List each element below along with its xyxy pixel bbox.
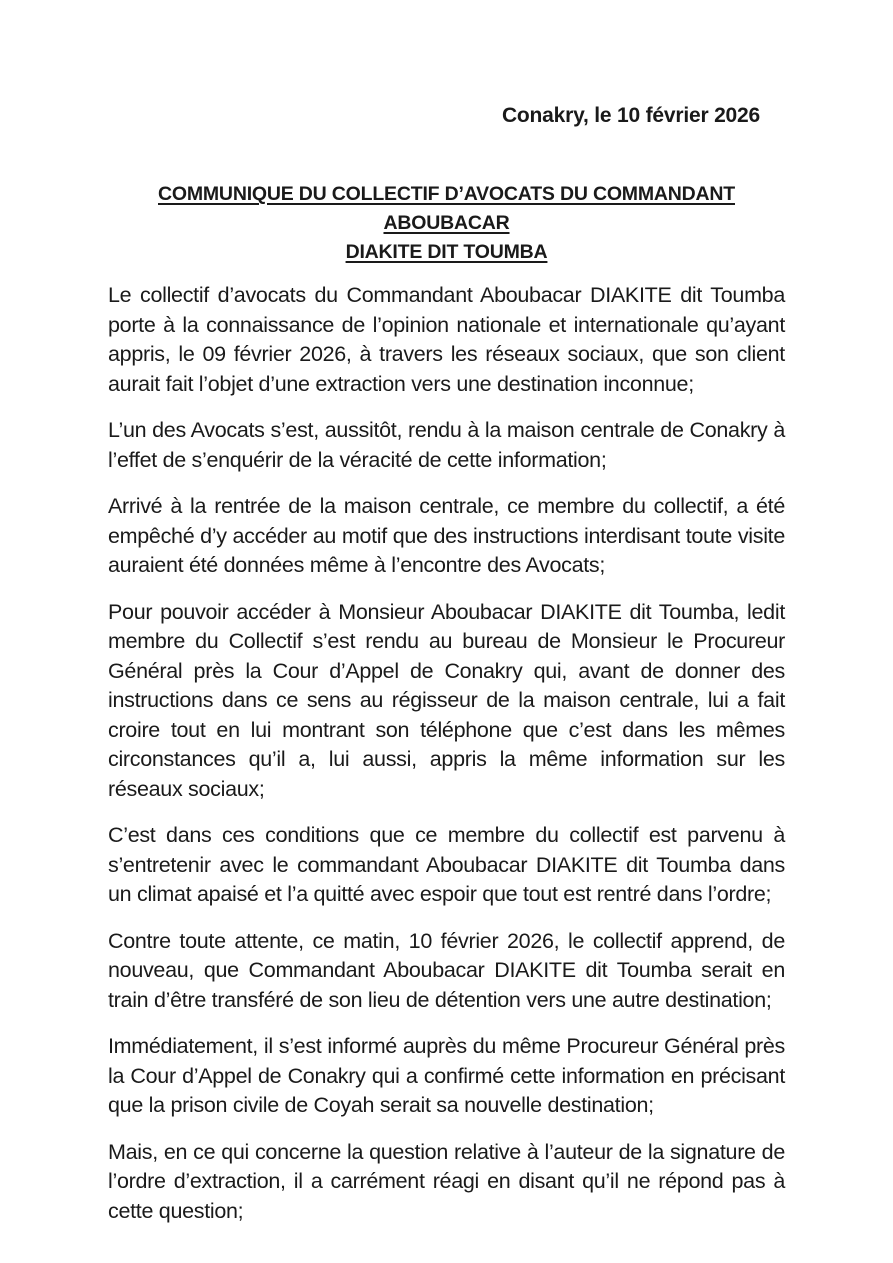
- document-title-line1: COMMUNIQUE DU COLLECTIF D’AVOCATS DU COMMANDANT ABOUBACAR: [158, 183, 735, 234]
- paragraph-7: Immédiatement, il s’est informé auprès du même Procureur Général près la Cour d’Appel de Conakry qui a confirmé cette information en précisant que la prison civile de Coyah serait sa nouvelle destination;: [108, 1034, 785, 1117]
- paragraph-8: Mais, en ce qui concerne la question relative à l’auteur de la signature de l’ordre d’extraction, il a carrément réagi en disant qu’il ne répond pas à cette question;: [108, 1139, 785, 1223]
- paragraph-3: Arrivé à la rentrée de la maison centrale, ce membre du collectif, a été empêché d’y accéder au motif que des instructions interdisant toute visite auraient été données même à l’encontre des Avocats;: [108, 494, 785, 577]
- paragraph-4: Pour pouvoir accéder à Monsieur Aboubacar DIAKITE dit Toumba, ledit membre du Collectif s’est rendu au bureau de Monsieur le Procureur Général près la Cour d’Appel de Conakry qui, avant de donner des instructions dans ce sens au régisseur de la maison centrale, lui a fait croire tout en lui montrant son téléphone que c’est dans les mêmes circonstances qu’il a, lui aussi, appris la même information sur les réseaux sociaux;: [108, 599, 785, 801]
- paragraph-1: Le collectif d’avocats du Commandant Aboubacar DIAKITE dit Toumba porte à la connaissance de l’opinion nationale et internationale qu’ayant appris, le 09 février 2026, à travers les réseaux sociaux, que son client aurait fait l’objet d’une extraction vers une destination inconnue;: [108, 283, 785, 396]
- document-title: [0, 180, 893, 267]
- paragraph-5: C’est dans ces conditions que ce membre du collectif est parvenu à s’entretenir avec le commandant Aboubacar DIAKITE dit Toumba dans un climat apaisé et l’a quitté avec espoir que tout est rentré dans l’ordre;: [108, 823, 785, 906]
- paragraph-6: Contre toute attente, ce matin, 10 février 2026, le collectif apprend, de nouveau, que Commandant Aboubacar DIAKITE dit Toumba serait en train d’être transféré de son lieu de détention vers une autre destination;: [108, 928, 785, 1012]
- document-title-line2: DIAKITE DIT TOUMBA: [345, 241, 548, 263]
- paragraph-2: L’un des Avocats s’est, aussitôt, rendu à la maison centrale de Conakry à l’effet de s’enquérir de la véracité de cette information;: [108, 418, 785, 472]
- document-date-line: Conakry, le 10 février 2026: [501, 104, 760, 127]
- document-body: [0, 281, 893, 1226]
